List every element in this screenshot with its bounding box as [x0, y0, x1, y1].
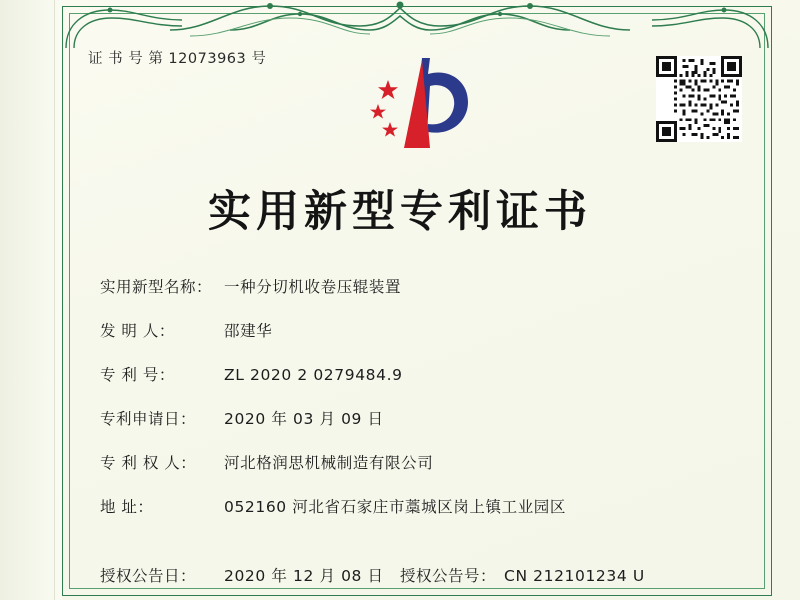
field-value: ZL 2020 2 0279484.9 [224, 366, 403, 384]
field-value: 2020 年 03 月 09 日 [224, 410, 384, 428]
field-label: 授权公告日： [100, 567, 197, 585]
field-value: 邵建华 [224, 322, 273, 340]
field-application-date [100, 407, 720, 429]
field-value: CN 212101234 U [504, 567, 645, 585]
grant-info-row [100, 564, 740, 586]
field-label: 实用新型名称： [100, 278, 213, 296]
qr-code [656, 56, 742, 142]
gutter-divider [54, 0, 55, 600]
field-label: 地 址： [100, 498, 154, 516]
field-inventor [100, 319, 720, 341]
field-label: 发 明 人： [100, 322, 175, 340]
field-value: 2020 年 12 月 08 日 [224, 567, 384, 585]
ornament-corner-left [64, 6, 184, 50]
field-patentee [100, 451, 720, 473]
field-value: 河北格润思机械制造有限公司 [224, 454, 434, 472]
field-patent-number [100, 363, 720, 385]
ornament-corner-right [650, 6, 770, 50]
field-list [100, 275, 720, 539]
field-address [100, 495, 720, 517]
field-label: 专利申请日： [100, 410, 197, 428]
sipo-logo-icon [352, 48, 472, 158]
field-utility-model-name [100, 275, 720, 297]
field-grant-number [400, 564, 645, 586]
field-label: 专 利 权 人： [100, 454, 197, 472]
page-gutter [0, 0, 62, 600]
certificate-number: 证 书 号 第 12073963 号 [88, 51, 267, 67]
field-label: 专 利 号： [100, 366, 175, 384]
field-label: 授权公告号： [400, 567, 497, 585]
page-title: 实用新型专利证书 [208, 187, 592, 237]
field-value: 052160 河北省石家庄市藁城区岗上镇工业园区 [224, 498, 566, 516]
field-grant-date [100, 564, 400, 586]
field-value: 一种分切机收卷压辊装置 [224, 278, 402, 296]
